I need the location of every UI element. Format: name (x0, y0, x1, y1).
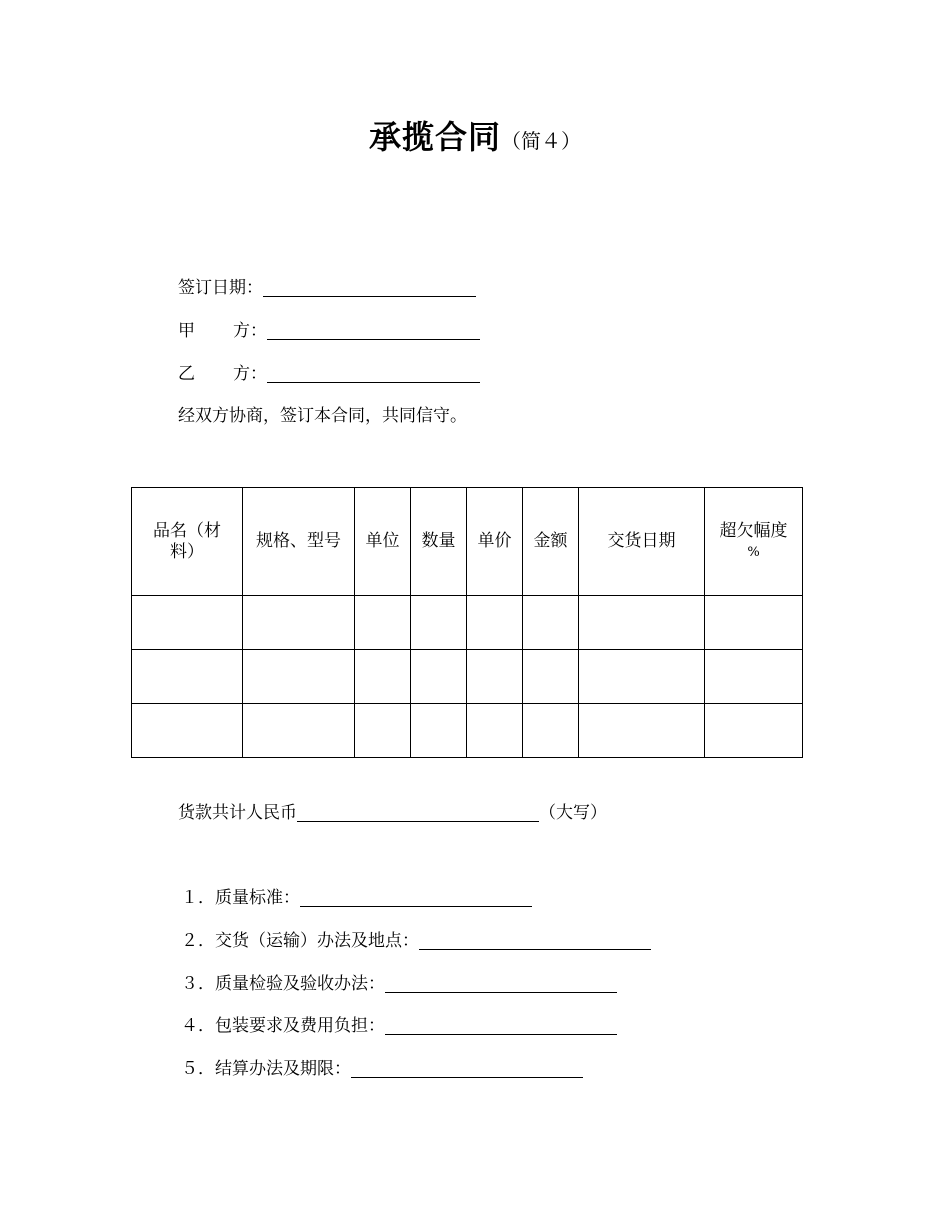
table-cell[interactable] (411, 650, 467, 704)
table-cell[interactable] (355, 704, 411, 758)
table-cell[interactable] (579, 704, 705, 758)
col-header-tolerance-label: 超欠幅度 (719, 520, 788, 541)
col-header-delivery-date: 交货日期 (579, 488, 705, 596)
table-row (132, 596, 803, 650)
clause-field[interactable] (385, 1016, 617, 1035)
party-a-label: 甲 (178, 321, 195, 341)
table-cell[interactable] (705, 704, 803, 758)
clause-label: 包装要求及费用负担： (215, 1016, 385, 1036)
party-b-label: 乙 (178, 364, 195, 384)
table-row (132, 650, 803, 704)
col-header-name-line2: 料） (170, 541, 204, 562)
table-cell[interactable] (523, 704, 579, 758)
party-a-label-suffix: 方： (233, 321, 267, 341)
clause-number: ２． (181, 931, 215, 951)
table-cell[interactable] (243, 650, 355, 704)
table-cell[interactable] (705, 596, 803, 650)
table-cell[interactable] (132, 596, 243, 650)
table-cell[interactable] (243, 596, 355, 650)
clause-2 (181, 930, 651, 952)
clause-number: １． (181, 888, 215, 908)
clause-field[interactable] (385, 974, 617, 993)
table-cell[interactable] (411, 704, 467, 758)
col-header-tolerance-unit: % (747, 544, 760, 560)
title-version: （简４） (501, 129, 581, 153)
clause-label: 交货（运输）办法及地点： (215, 931, 419, 951)
table-cell[interactable] (355, 596, 411, 650)
col-header-name-line1: 品名（材 (153, 520, 221, 541)
sign-date-label: 签订日期： (178, 278, 263, 298)
payment-row (178, 802, 607, 824)
payment-suffix: （大写） (539, 803, 607, 823)
document-title (0, 112, 950, 158)
table-row (132, 704, 803, 758)
table-cell[interactable] (579, 596, 705, 650)
clause-number: ５． (181, 1059, 215, 1079)
clause-field[interactable] (419, 931, 651, 950)
col-header-tolerance (705, 488, 803, 596)
sign-date-field[interactable] (263, 278, 476, 297)
table-cell[interactable] (467, 650, 523, 704)
table-cell[interactable] (579, 650, 705, 704)
clause-3 (181, 973, 617, 995)
clause-field[interactable] (351, 1059, 583, 1078)
col-header-price: 单价 (467, 488, 523, 596)
table-cell[interactable] (523, 650, 579, 704)
table-cell[interactable] (132, 650, 243, 704)
sign-date-row (178, 277, 476, 299)
party-b-label-suffix: 方： (233, 364, 267, 384)
table-cell[interactable] (132, 704, 243, 758)
col-header-spec: 规格、型号 (243, 488, 355, 596)
party-a-row (178, 320, 480, 342)
col-header-amount: 金额 (523, 488, 579, 596)
payment-amount-field[interactable] (297, 803, 539, 822)
clause-1 (181, 887, 532, 909)
col-header-unit: 单位 (355, 488, 411, 596)
clause-4 (181, 1015, 617, 1037)
clause-label: 结算办法及期限： (215, 1059, 351, 1079)
party-b-row (178, 363, 480, 385)
table-cell[interactable] (355, 650, 411, 704)
goods-table (131, 487, 803, 758)
col-header-name (132, 488, 243, 596)
clause-number: ３． (181, 974, 215, 994)
table-cell[interactable] (705, 650, 803, 704)
party-b-field[interactable] (267, 364, 480, 383)
table-cell[interactable] (411, 596, 467, 650)
clause-label: 质量标准： (215, 888, 300, 908)
clause-number: ４． (181, 1016, 215, 1036)
clause-label: 质量检验及验收办法： (215, 974, 385, 994)
col-header-qty: 数量 (411, 488, 467, 596)
title-main: 承揽合同 (368, 118, 501, 156)
party-a-field[interactable] (267, 321, 480, 340)
table-cell[interactable] (467, 704, 523, 758)
clause-5 (181, 1058, 583, 1080)
table-header-row (132, 488, 803, 596)
table-cell[interactable] (243, 704, 355, 758)
payment-label: 货款共计人民币 (178, 803, 297, 823)
clause-field[interactable] (300, 888, 532, 907)
table-cell[interactable] (523, 596, 579, 650)
intro-text: 经双方协商，签订本合同，共同信守。 (178, 406, 467, 426)
table-cell[interactable] (467, 596, 523, 650)
